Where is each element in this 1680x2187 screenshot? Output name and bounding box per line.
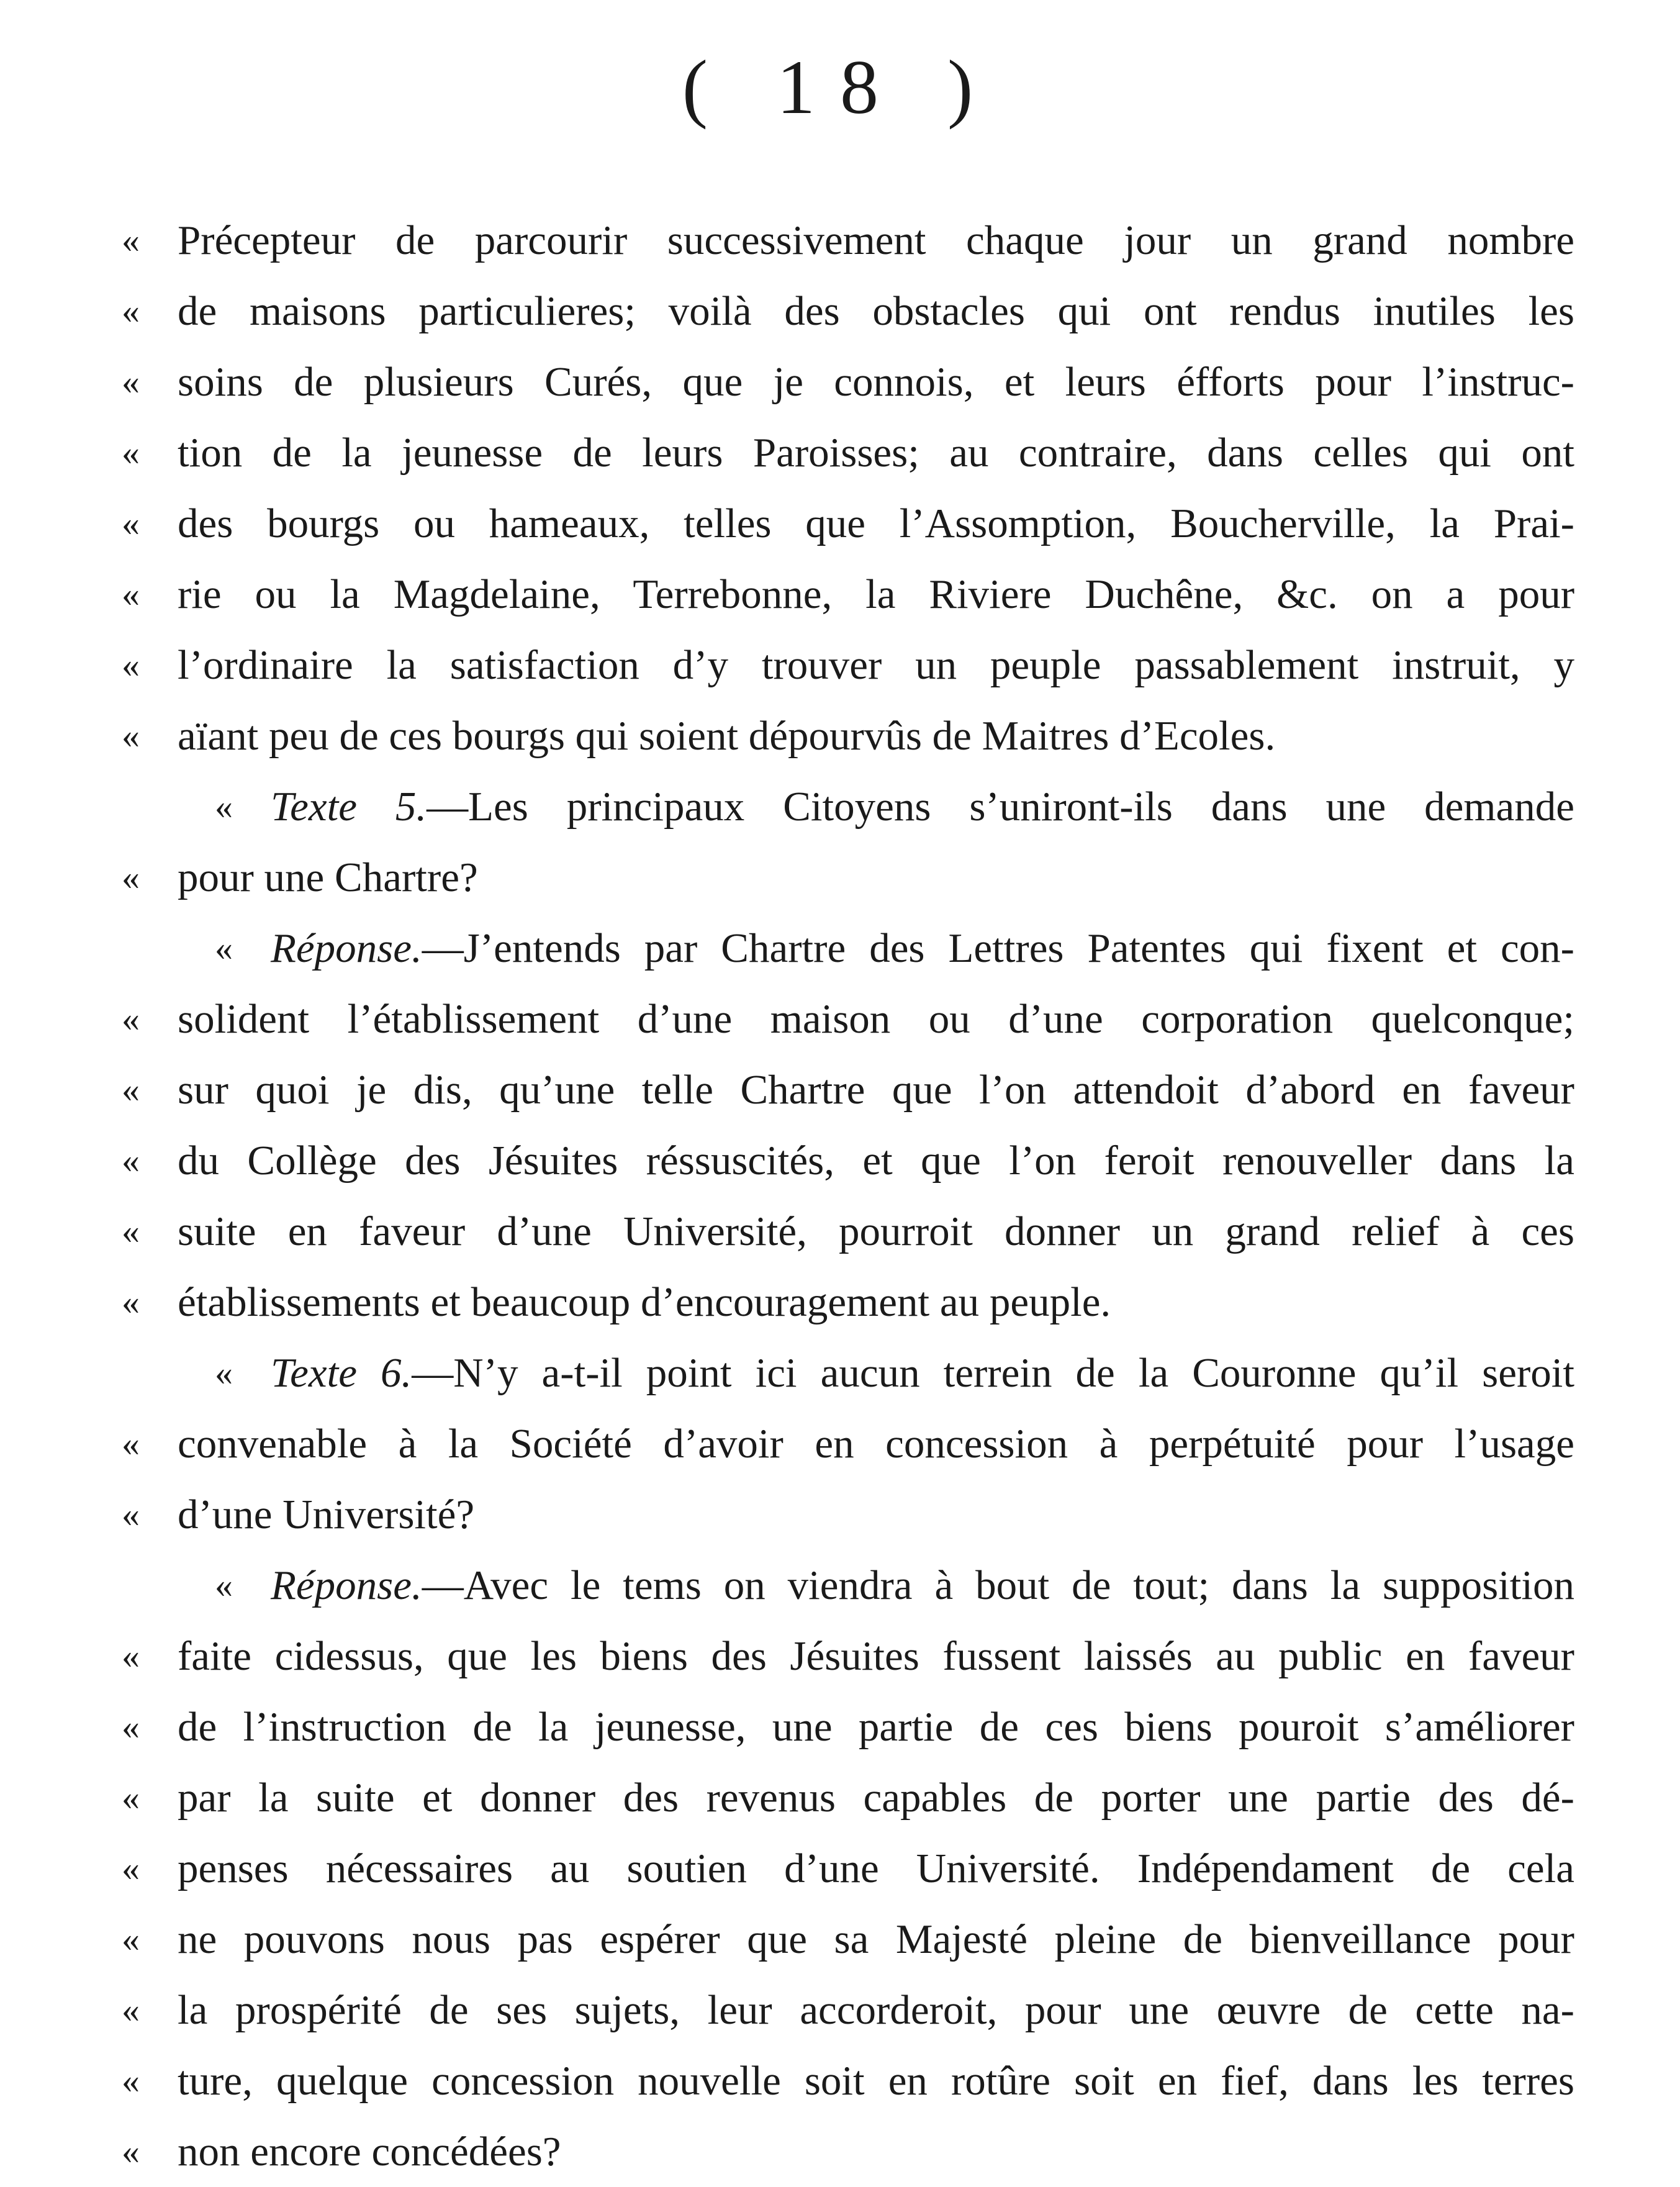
line-text: penses nécessaires au soutien d’une Université. Indépendament de cela — [178, 1845, 1574, 1891]
text-line — [122, 700, 1574, 771]
line-text-rest: —N’y a-t-il point ici aucun terrein de la Couronne qu’il seroit — [412, 1350, 1575, 1396]
text-line — [122, 1621, 1574, 1691]
line-text: non encore concédées? — [178, 2129, 561, 2175]
text-line — [122, 1408, 1574, 1479]
text-line — [122, 1833, 1574, 1904]
line-text: du Collège des Jésuites réssuscités, et que l’on feroit renouveller dans la — [178, 1138, 1574, 1184]
text-line — [122, 1762, 1574, 1833]
line-text-rest: —Avec le tems on viendra à bout de tout; dans la supposition — [422, 1562, 1574, 1608]
line-text-rest: —Les principaux Citoyens s’uniront-ils dans une demande — [427, 784, 1574, 830]
line-text: pour une Chartre? — [178, 854, 478, 900]
quote-mark: « — [122, 998, 140, 1039]
quote-mark: « — [122, 2131, 140, 2171]
quote-mark: « — [215, 1565, 233, 1605]
text-line — [122, 1338, 1574, 1408]
line-text: de maisons particulieres; voilà des obstacles qui ont rendus inutiles les — [178, 288, 1574, 334]
line-text: faite cidessus, que les biens des Jésuites fussent laissés au public en faveur — [178, 1633, 1574, 1679]
text-line — [122, 559, 1574, 630]
text-line — [122, 205, 1574, 276]
quote-mark: « — [122, 715, 140, 756]
quote-mark: « — [122, 857, 140, 897]
line-text: la prospérité de ses sujets, leur accorderoit, pour une œuvre de cette na- — [178, 1987, 1574, 2033]
answer-label: Réponse. — [271, 1562, 422, 1608]
text-line — [122, 1267, 1574, 1338]
line-text: aïant peu de ces bourgs qui soient dépourvûs de Maitres d’Ecoles. — [178, 713, 1276, 759]
line-text: rie ou la Magdelaine, Terrebonne, la Riviere Duchêne, &c. on a pour — [178, 571, 1574, 617]
answer-label: Réponse. — [271, 925, 422, 971]
line-text: Précepteur de parcourir successivement chaque jour un grand nombre — [178, 217, 1574, 263]
body-text — [122, 205, 1574, 2187]
quote-mark: « — [122, 574, 140, 614]
quote-mark: « — [122, 1919, 140, 1959]
text-line — [122, 771, 1574, 842]
quote-mark: « — [122, 503, 140, 543]
quote-mark: « — [122, 361, 140, 402]
line-text: de l’instruction de la jeunesse, une partie de ces biens pouroit s’améliorer — [178, 1704, 1574, 1750]
text-line — [122, 2116, 1574, 2187]
question-label: Texte 5. — [271, 784, 427, 830]
text-line — [122, 1054, 1574, 1125]
text-line — [122, 1904, 1574, 1975]
line-text: l’ordinaire la satisfaction d’y trouver un peuple passablement instruit, y — [178, 642, 1574, 688]
line-text — [271, 913, 1574, 984]
quote-mark: « — [122, 1494, 140, 1534]
quote-mark: « — [122, 1069, 140, 1110]
quote-mark: « — [122, 2060, 140, 2101]
line-text: des bourgs ou hameaux, telles que l’Assomption, Boucherville, la Prai- — [178, 500, 1574, 546]
quote-mark: « — [122, 1636, 140, 1676]
quote-mark: « — [122, 1282, 140, 1322]
text-line — [122, 1691, 1574, 1762]
text-line — [122, 842, 1574, 913]
quote-mark: « — [122, 1211, 140, 1251]
quote-mark: « — [122, 1706, 140, 1747]
line-text: tion de la jeunesse de leurs Paroisses; au contraire, dans celles qui ont — [178, 430, 1574, 476]
quote-mark: « — [122, 1990, 140, 2030]
text-line — [122, 1125, 1574, 1196]
line-text: solident l’établissement d’une maison ou d’une corporation quelconque; — [178, 996, 1574, 1042]
quote-mark: « — [122, 1423, 140, 1464]
line-text — [271, 771, 1574, 842]
line-text: sur quoi je dis, qu’une telle Chartre que l’on attendoit d’abord en faveur — [178, 1067, 1574, 1113]
line-text: établissements et beaucoup d’encouragement au peuple. — [178, 1279, 1111, 1325]
quote-mark: « — [215, 786, 233, 826]
text-line — [122, 346, 1574, 417]
line-text: soins de plusieurs Curés, que je connois, et leurs éfforts pour l’instruc- — [178, 359, 1574, 405]
quote-mark: « — [215, 1352, 233, 1393]
line-text-rest: —J’entends par Chartre des Lettres Patentes qui fixent et con- — [422, 925, 1574, 971]
page-number: ( 18 ) — [682, 45, 998, 130]
text-line — [122, 1196, 1574, 1267]
quote-mark: « — [122, 1140, 140, 1180]
text-line — [122, 1479, 1574, 1550]
question-label: Texte 6. — [271, 1350, 412, 1396]
quote-mark: « — [122, 1777, 140, 1818]
line-text: suite en faveur d’une Université, pourroit donner un grand relief à ces — [178, 1208, 1574, 1254]
text-line — [122, 488, 1574, 559]
text-line — [122, 630, 1574, 700]
quote-mark: « — [122, 1848, 140, 1888]
text-line — [122, 1550, 1574, 1621]
line-text — [271, 1338, 1574, 1408]
quote-mark: « — [122, 291, 140, 331]
line-text: ne pouvons nous pas espérer que sa Majesté pleine de bienveillance pour — [178, 1916, 1574, 1962]
quote-mark: « — [122, 645, 140, 685]
text-line — [122, 2045, 1574, 2116]
line-text — [271, 1550, 1574, 1621]
text-line — [122, 276, 1574, 346]
quote-mark: « — [215, 928, 233, 968]
line-text: d’une Université? — [178, 1492, 475, 1537]
text-line — [122, 417, 1574, 488]
text-line — [122, 1975, 1574, 2045]
line-text: par la suite et donner des revenus capables de porter une partie des dé- — [178, 1775, 1574, 1821]
text-line — [122, 984, 1574, 1054]
line-text: convenable à la Société d’avoir en concession à perpétuité pour l’usage — [178, 1421, 1574, 1467]
quote-mark: « — [122, 432, 140, 473]
text-line — [122, 913, 1574, 984]
quote-mark: « — [122, 220, 140, 260]
line-text: ture, quelque concession nouvelle soit en rotûre soit en fief, dans les terres — [178, 2058, 1574, 2104]
